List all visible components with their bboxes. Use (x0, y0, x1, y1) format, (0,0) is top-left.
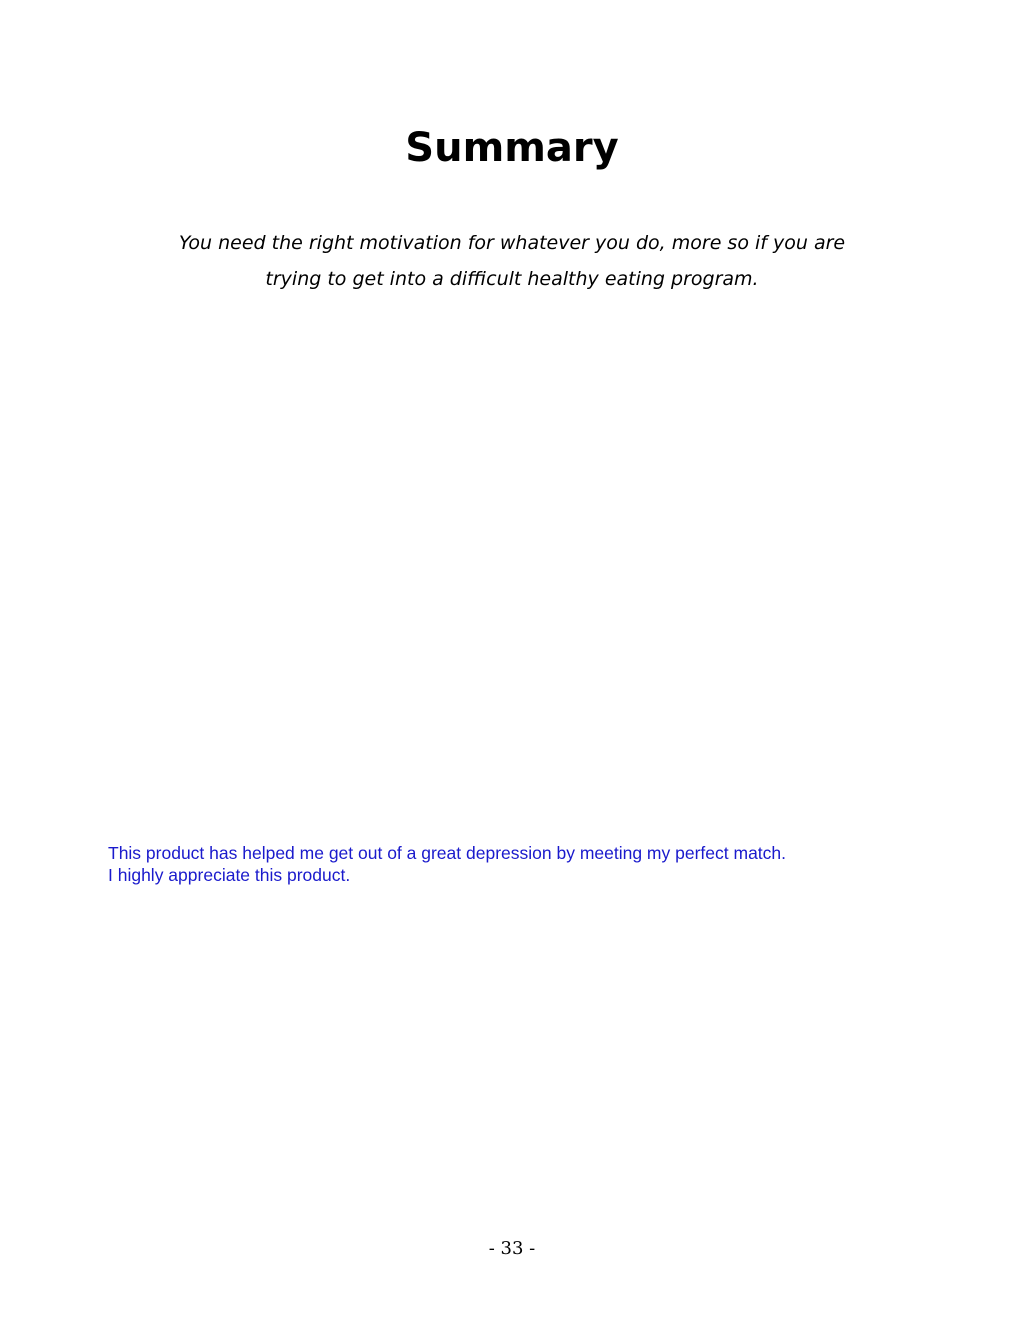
summary-paragraph (130, 225, 894, 297)
promo-note-line: This product has helped me get out of a great depression by meeting my perfect match. (108, 843, 787, 863)
promo-note-line: I highly appreciate this product. (108, 865, 351, 885)
promo-note (108, 842, 928, 886)
summary-line: trying to get into a difficult healthy eating program. (265, 268, 759, 290)
page-title: Summary (405, 125, 619, 171)
summary-line: You need the right motivation for whatever you do, more so if you are (178, 232, 846, 254)
page-number: - 33 - (488, 1238, 536, 1259)
